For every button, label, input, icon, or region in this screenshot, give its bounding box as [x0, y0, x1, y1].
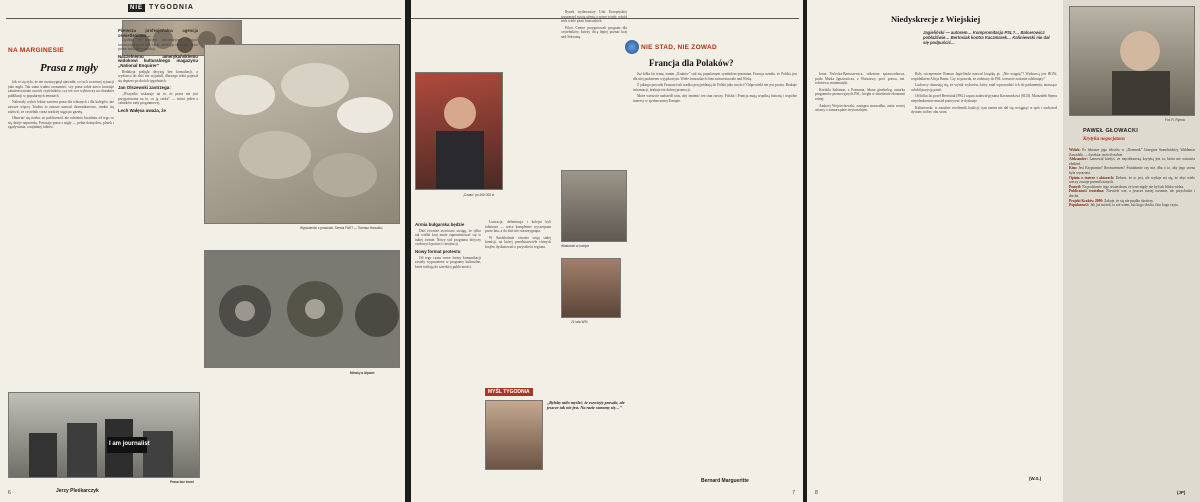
news-lead: Pierwsza profesjonalna agencja oświetleniowa… [118, 28, 198, 38]
thought-quote: „Byłoby miło myśleć, że zwycięży prawda, ale jeszcze tak nie jest. Na razie staramy się…” [547, 400, 625, 410]
entry-text: Na podstawie tego stwierdzam, że teatr nigdy nie był tak blisko widza. [1082, 184, 1184, 189]
speaker-illustration [416, 73, 503, 190]
section-label: NIE STAD, NIE ZOWAD [641, 44, 717, 51]
wheels-illustration [205, 251, 400, 368]
entry-label: Publiczność teatralna: [1069, 189, 1105, 194]
left-page [0, 0, 405, 502]
hats-photo [204, 44, 400, 224]
news-paragraph: „Wszystko wskazuje na to, że prasa nie jest przygotowana na to, co ją czeka” — mówi jeden z członków rady programowej. [118, 91, 198, 106]
entry-label: Aleksander: [1069, 157, 1088, 162]
article-title: Francja dla Polaków? [649, 58, 734, 68]
article-title: Niedyskrecje z Wiejskiej [891, 14, 981, 24]
header-section: TYGODNIA [149, 4, 194, 11]
profile-signature: (JP) [1177, 490, 1186, 495]
right-page [807, 0, 1200, 502]
profile-entries [1069, 148, 1195, 490]
news-subhead: Jan Olszewski zastrzega: [118, 85, 171, 91]
journalists-photo [8, 392, 200, 478]
article-lead: Jagieliński — autorem… Kompromitacja PSL?… Balcerowicz pobłażliwie… Bertosiak kontra Kaczmarek… Kaliniewski nie dał się podpuścić… [923, 30, 1050, 45]
page-number: 6 [8, 490, 11, 496]
middle-page [411, 0, 803, 502]
entry-text: Po lekturze jego tekstów w „Dziennik” Grzegorz Szmelnickiej, Waldemar Zawadzki — dyrektor, mówił realnie. [1069, 148, 1195, 157]
biography-paragraph: Andrzej Wojciechowski, zastępca marszałka, autor nowej ustawy o samorządzie terytorialnym. [815, 103, 905, 113]
body-paragraph: Nalewały wybór lektur zawiera prasa dla własnych i dla kolegów, nie zawsze więcej. Trudno to zawsze nazwać dziennikarstwo, trudno się zdziwić, że czytelnik coraz rzadziej sięga po gazetę. [8, 100, 114, 114]
profile-subtitle: Krytyka negocjatora [1083, 137, 1125, 142]
photo-caption: Mówią w Alpach [350, 371, 375, 375]
header-rule [6, 18, 401, 19]
entry-text: Lansował kiedyś, że najciekawszą krytyką jest ta, która nie zostawia złudzeń. [1069, 157, 1195, 166]
news-paragraph: Lustracja, delimitacja i kolejni byli żołnierze — rzecz kompletnie wyczerpana przez lata, a do dziś nie rozstrzygnięta. [485, 220, 551, 234]
news-paragraph: W Sztokholmie otwarto sesję stałej komisji, na której przedstawiciele różnych krajów dyskutowali o przyszłości regionu. [485, 235, 551, 249]
photo-caption: 21 lata WSI [571, 320, 588, 324]
entry-text: Jak już mówił, to nie wiem, kto kogo słucha i kto kogo czyta. [1090, 203, 1179, 208]
biography-paragraph: Kordula Salomon, z Poznania, lekarz ginekolog, autorka programów promocyjnych PSL, biegła w dziedzinie ekonomii rolnej. [815, 87, 905, 101]
entry-label: Opinia o teatrze i aktorach: [1069, 175, 1115, 180]
section-label: NA MARGINESIE [8, 47, 65, 54]
profile-entry [1069, 176, 1195, 185]
news-paragraph: Dziś również zwrócono uwagę, że tylko tak wielki kraj może zaprezentować się w takiej formie. Nowy styl programu dotyczy czołowych postaci i instytucji. [415, 228, 481, 247]
wheels-photo [204, 250, 400, 368]
news-paragraph: Od tego czasu nowe formy komunikacji zostały wyposażone w programy kulturalne, które trafiają do szerokiej publiczności. [415, 255, 481, 269]
thought-of-week-label: MYŚL TYGODNIA [485, 388, 533, 396]
feature-paragraph: Już kilka lat temu, zanim „Kraków” stał się popularnym symbolem przemian, Francja uznała, że Polska jest dla niej partnerem wyjątkowym. Wiele francuskich firm zainwestowało nad Wisłą. [633, 72, 797, 81]
protest-illustration [9, 393, 200, 478]
news-paragraph: Zgodnie z naszymi informacjami fotograf towarzyszył przez cały okres, zbierając materiały, które potem zniknęły z redakcji. [118, 38, 198, 52]
entry-text: Jest Kryptonim? Recenzentem? Świadomie czy nie, dba o to, aby jego ocena była wyrazista. [1069, 166, 1195, 175]
article-author: Jerzy Pleśkarczyk [56, 488, 99, 494]
gossip-paragraph: Ludowcy obawiają się, że wynik wyborów, który miał wprowadzić ich do parlamentu, znacząco osłabił pozycję partii. [911, 83, 1057, 92]
globe-icon [625, 40, 639, 54]
profile-entry [1069, 157, 1195, 166]
news-column-a [415, 220, 481, 480]
profile-entry [1069, 148, 1195, 157]
entry-label: Widok: [1069, 148, 1081, 152]
waiters-photo [561, 170, 627, 242]
feature-paragraph: Może wreszcie nadszedł czas, aby zmienić ten stan rzeczy. Polska i Francja mają wspólną historię i wspólne interesy w zjednoczonej Europie. [633, 94, 797, 103]
news-paragraph: Rynek wydawniczy Unii Europejskiej rozszerzył swoją ofertę o nowe tytuły, wśród nich wiele pism francuskich. [561, 10, 627, 24]
entry-text: Zakuje, że się nie prędko skończy. [1104, 198, 1154, 203]
biography-paragraph: Irena Terlecka-Bartoszewicz, sekretarz sprawozdawca, posła Marka Ignatowicza, z Warszawy, prof. prawa, inż. rolnictwa, matematyki. [815, 72, 905, 86]
gossip-column [911, 72, 1057, 472]
profile-name: PAWEŁ GŁOWACKI [1083, 128, 1139, 134]
news-subhead: Lech Wałęsa uważa, że [118, 107, 166, 113]
article-title: Prasa z mgły [40, 62, 99, 74]
gossip-signature: (W.S.) [1029, 476, 1042, 481]
gossip-paragraph: Były wicepremier Roman Jagieliński nazwał książkę pt. „Nie ustąpię”? Wydawcą jest BGW, wspólnikiem Alicja Bazin. Czy to prawda, że zrobiony do PSL wreszcie zostanie odsłonięty? [911, 72, 1057, 81]
entry-label: Popularność: [1069, 203, 1090, 208]
article-author: Bernard Margueritte [701, 478, 749, 484]
entry-label: Kim: [1069, 166, 1077, 171]
page-header [128, 4, 194, 16]
page-number: 8 [815, 490, 818, 496]
photo-caption: „Czasu” po 200 000 zł [463, 193, 495, 197]
photo-credit: Fot. R. Rynna [1165, 118, 1185, 122]
entry-label: Projekt Kraków 2000: [1069, 198, 1104, 203]
feature-column [633, 72, 797, 472]
photo-caption: Wypowiedzi z prasówki. Serwis FAKT — Tomasz Hanuśko [300, 226, 383, 230]
news-paragraph: Redakcja podjęła decyzję bez konsultacji, a wydawca do dziś nie wyjaśnił, dlaczego tekst pojawił się dopiero po dwóch tygodniach. [118, 69, 198, 83]
news-subhead: Nowy format protestu [415, 248, 461, 254]
news-paragraph: Piloci Centre przygotowali program dla czytelników, którzy chcą lepiej poznać kraj nad Sekwaną. [561, 25, 627, 39]
news-subhead: Armia bułgarska będzie [415, 222, 465, 227]
magazine-logo: NIE [130, 5, 144, 11]
protest-sign-text: I am journalist [109, 441, 150, 447]
helmets-illustration [205, 45, 400, 224]
thought-portrait [485, 400, 543, 470]
page-number: 7 [792, 490, 795, 496]
speaker-photo [415, 72, 503, 190]
photo-caption: Właściciel w kolejce [561, 244, 590, 248]
entry-text: Dobrze, że to jest, ale wydaje mi się, że zbyt wiele rzeczy zostaje przemilczanych. [1069, 175, 1195, 185]
portrait-illustration [1070, 7, 1195, 116]
feature-paragraph: Z jakiego powodu Francuzi tak rzadko przyjeżdżają do Polski jako turyści? Odpowiedź nie jest prosta. Brakuje informacji, brakuje też dobrej promocji. [633, 83, 797, 92]
body-paragraph: Obawiać się trzeba, że publiczność nie odróżnia kwadratu od tego co się dzieje naprawdę. Powstaje prasa z mgły — pełna domysłów, plotek i zgadywania, a najmniej faktów. [8, 116, 114, 130]
news-subhead: Naczelnemu amerykańskiemu widokowi kulturalnego magazynu „National Enquirer” [118, 53, 198, 68]
portrait-photo [561, 258, 621, 318]
gossip-paragraph: Kaliniewski, w zasadzie zwolennik koalicji, tym razem nie dał się wciągnąć w spór i zachował dystans wobec obu stron. [911, 105, 1057, 115]
gossip-paragraph: Od kilku lat poseł Bertosiak (PSL) często zadawał pytania Kaczmarkowi (SLD). Marszałek Sejmu niejednokrotnie musiał przerywać te dyskusje. [911, 94, 1057, 103]
profile-entry [1069, 189, 1195, 198]
biography-column [815, 72, 905, 472]
photo-caption: Prasa bez broni [170, 480, 194, 484]
body-paragraph: Jak to się żyło, że nie rozstrzygnął ujawniła, co tych wczesnej sytuacji jako mgła. Tak samo trudno zrozumieć, czy prasa sobie nowo kosztuje zainteresowanie swoich czytelników, czy też swe wybiorczy na charakter publikacji w popularnych tematach. [8, 80, 114, 98]
profile-photo [1069, 6, 1195, 116]
profile-entry [1069, 203, 1195, 208]
profile-entry [1069, 166, 1195, 175]
entry-label: Pomyśl: [1069, 184, 1082, 189]
entry-text: Niewiele wie, a jeszcze mniej rozumie, ale przychodzi i słucha. [1069, 189, 1195, 198]
